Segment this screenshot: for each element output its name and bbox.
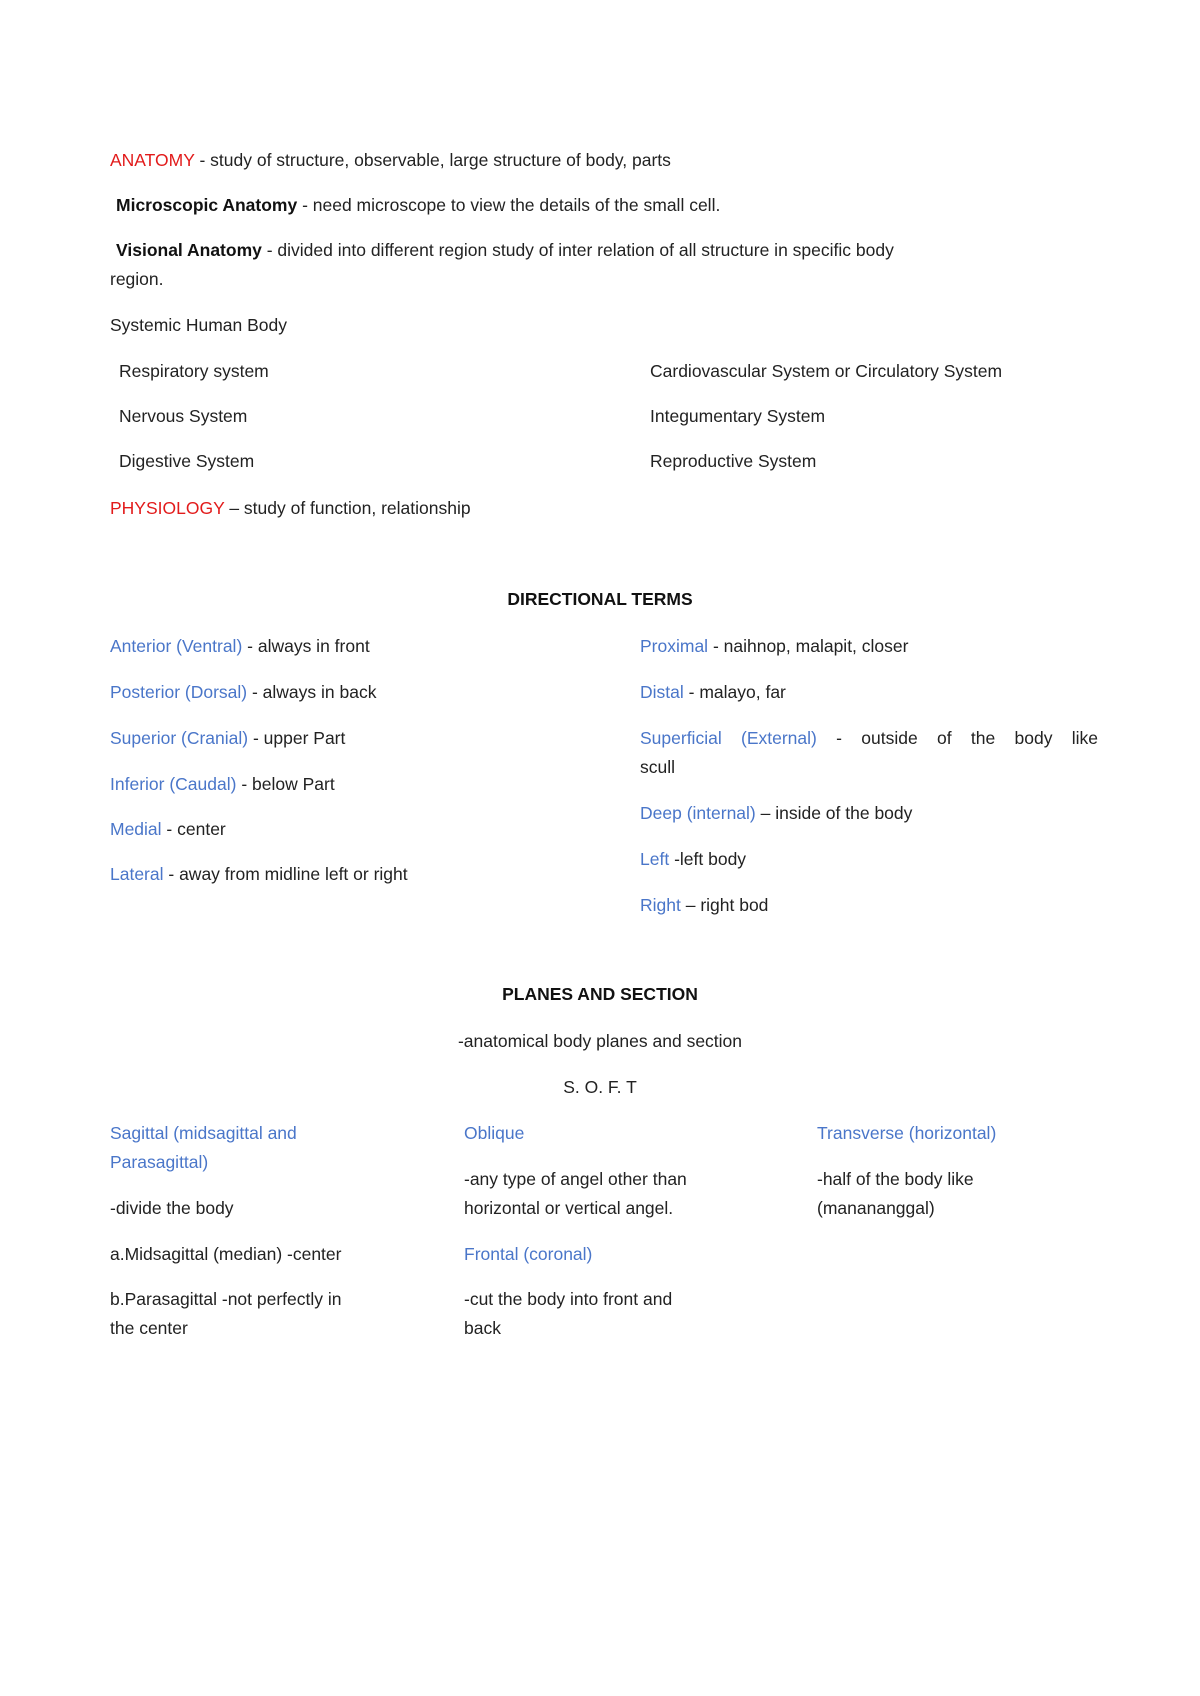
oblique-desc-line2: horizontal or vertical angel. (464, 1198, 674, 1218)
system-left-3: Digestive System (119, 451, 255, 471)
system-right-3: Reproductive System (650, 451, 817, 471)
system-right-1: Cardiovascular System or Circulatory System (650, 361, 1003, 381)
system-left-1: Respiratory system (119, 361, 269, 381)
oblique-desc (464, 1165, 784, 1223)
transverse-desc (817, 1165, 1117, 1223)
sagittal-title-line2: Parasagittal) (110, 1152, 209, 1172)
sagittal-title-line1: Sagittal (midsagittal and (110, 1123, 297, 1143)
anatomy-definition (110, 146, 1095, 175)
microscopic-definition (116, 191, 1101, 220)
direction-right-6: Right – right bod (640, 895, 769, 915)
visional-def-cont: region. (110, 269, 164, 289)
direction-right-1: Proximal - naihnop, malapit, closer (640, 636, 909, 656)
direction-right-2: Distal - malayo, far (640, 682, 786, 702)
direction-left-6: Lateral - away from midline left or right (110, 864, 408, 884)
visional-definition (116, 236, 1101, 265)
sagittal-b (110, 1285, 430, 1343)
sagittal-b-line2: the center (110, 1318, 188, 1338)
transverse-title: Transverse (horizontal) (817, 1123, 997, 1143)
direction-left-4: Inferior (Caudal) - below Part (110, 774, 335, 794)
direction-right-3: Superficial (External) - outside of the body like (640, 728, 1099, 748)
direction-right-5: Left -left body (640, 849, 747, 869)
systemic-title: Systemic Human Body (110, 315, 288, 335)
planes-acronym: S. O. F. T (563, 1077, 637, 1097)
oblique-desc-line1: -any type of angel other than (464, 1169, 687, 1189)
microscopic-term: Microscopic Anatomy (116, 195, 298, 215)
system-right-2: Integumentary System (650, 406, 826, 426)
direction-left-1: Anterior (Ventral) - always in front (110, 636, 370, 656)
physiology-def: – study of function, relationship (224, 498, 471, 518)
sagittal-desc: -divide the body (110, 1198, 234, 1218)
planes-heading: PLANES AND SECTION (502, 984, 698, 1004)
direction-left-3: Superior (Cranial) - upper Part (110, 728, 346, 748)
transverse-desc-line1: -half of the body like (817, 1169, 974, 1189)
oblique-title: Oblique (464, 1123, 525, 1143)
physiology-definition (110, 494, 1095, 523)
anatomy-term: ANATOMY (110, 150, 195, 170)
planes-subtitle: -anatomical body planes and section (457, 1031, 743, 1051)
sagittal-a: a.Midsagittal (median) -center (110, 1244, 342, 1264)
directional-heading: DIRECTIONAL TERMS (507, 589, 693, 609)
direction-right-4: Deep (internal) – inside of the body (640, 803, 913, 823)
frontal-desc-line2: back (464, 1318, 501, 1338)
direction-left-5: Medial - center (110, 819, 226, 839)
frontal-desc (464, 1285, 784, 1343)
direction-left-2: Posterior (Dorsal) - always in back (110, 682, 377, 702)
visional-def: - divided into different region study of inter relation of all structure in specific body (261, 240, 894, 260)
sagittal-column (110, 1119, 430, 1177)
anatomy-def: - study of structure, observable, large structure of body, parts (194, 150, 671, 170)
frontal-desc-line1: -cut the body into front and (464, 1289, 673, 1309)
frontal-title: Frontal (coronal) (464, 1244, 593, 1264)
microscopic-def: - need microscope to view the details of the small cell. (297, 195, 721, 215)
sagittal-b-line1: b.Parasagittal -not perfectly in (110, 1289, 342, 1309)
direction-right-3-cont: scull (640, 757, 676, 777)
system-left-2: Nervous System (119, 406, 248, 426)
transverse-desc-line2: (manananggal) (817, 1198, 935, 1218)
visional-term: Visional Anatomy (116, 240, 262, 260)
physiology-term: PHYSIOLOGY (110, 498, 225, 518)
